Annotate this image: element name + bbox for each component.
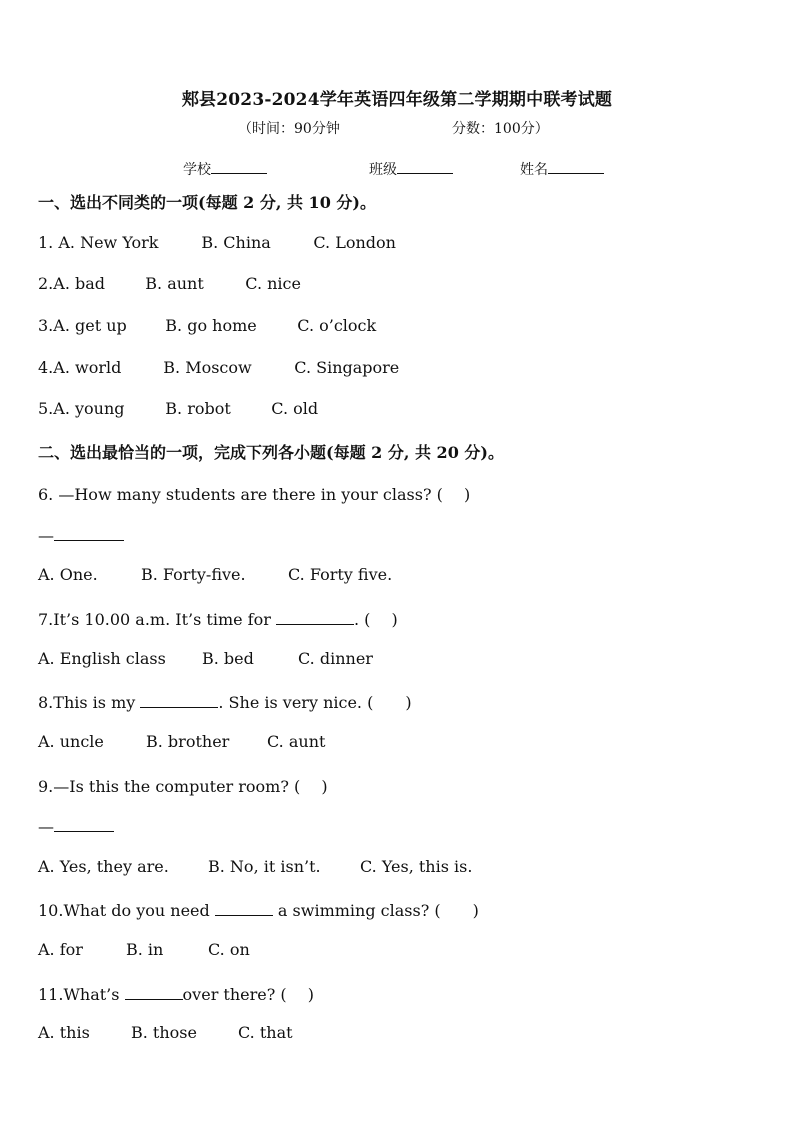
question-9-answer <box>38 815 114 836</box>
option-c: C. that <box>238 1023 293 1042</box>
question-10-options <box>38 940 250 959</box>
question-number: 3. <box>38 316 54 335</box>
option-c: C. old <box>271 399 319 418</box>
option-c: C. aunt <box>267 732 326 751</box>
option-a: A. this <box>38 1023 90 1042</box>
option-b: B. those <box>131 1023 197 1042</box>
option-b: B. go home <box>165 316 257 335</box>
question-number: 4. <box>38 358 54 377</box>
option-a: A. One. <box>38 565 98 584</box>
option-c: C. dinner <box>298 649 373 668</box>
answer-blank[interactable] <box>125 983 183 1000</box>
answer-dash: — <box>38 817 54 836</box>
class-label: 班级 <box>369 162 397 178</box>
stem-text: . She is very nice. ( ) <box>218 693 412 712</box>
question-8-stem <box>38 690 412 713</box>
question-7-options <box>38 649 373 668</box>
option-b: B. Moscow <box>163 358 252 377</box>
question-6-answer <box>38 524 124 545</box>
option-c: C. o’clock <box>297 316 377 335</box>
option-a: A. English class <box>38 649 166 668</box>
option-b: B. Forty-five. <box>141 565 246 584</box>
question-2 <box>38 274 301 293</box>
option-a: A. get up <box>53 316 127 335</box>
name-blank[interactable] <box>548 159 604 174</box>
section1-heading: 一、选出不同类的一项(每题 2 分, 共 10 分)。 <box>38 193 376 212</box>
question-1 <box>38 233 396 252</box>
question-8-options <box>38 732 325 751</box>
exam-time: （时间：90分钟 <box>238 121 340 137</box>
question-6-options <box>38 565 392 584</box>
question-number: 2. <box>38 274 54 293</box>
question-4 <box>38 358 399 377</box>
question-11-stem <box>38 982 314 1005</box>
question-7-stem <box>38 607 398 630</box>
option-a: A. young <box>53 399 125 418</box>
answer-dash: — <box>38 526 54 545</box>
option-c: C. London <box>313 233 396 252</box>
option-b: B. No, it isn’t. <box>208 857 321 876</box>
answer-blank[interactable] <box>140 691 218 708</box>
option-b: B. in <box>126 940 164 959</box>
school-blank[interactable] <box>211 159 267 174</box>
stem-text: over there? ( ) <box>182 985 314 1004</box>
class-field <box>369 159 453 179</box>
answer-blank[interactable] <box>215 899 273 916</box>
name-field <box>520 159 604 179</box>
stem-text: 7.It’s 10.00 a.m. It’s time for <box>38 610 276 629</box>
stem-text: 11.What’s <box>38 985 125 1004</box>
option-c: C. nice <box>245 274 301 293</box>
question-10-stem <box>38 898 479 921</box>
answer-blank[interactable] <box>54 815 114 832</box>
question-6-stem: 6. —How many students are there in your class? ( ) <box>38 485 471 504</box>
section2-heading: 二、选出最恰当的一项，完成下列各小题(每题 2 分, 共 20 分)。 <box>38 443 504 462</box>
option-b: B. bed <box>202 649 254 668</box>
option-c: C. Singapore <box>294 358 400 377</box>
question-5 <box>38 399 318 418</box>
option-b: B. China <box>201 233 271 252</box>
school-field <box>183 159 267 179</box>
answer-blank[interactable] <box>54 524 124 541</box>
option-b: B. brother <box>146 732 230 751</box>
option-c: C. Yes, this is. <box>360 857 473 876</box>
option-a: A. Yes, they are. <box>38 857 169 876</box>
exam-score: 分数：100分） <box>452 121 549 137</box>
question-11-options <box>38 1023 293 1042</box>
question-9-stem: 9.—Is this the computer room? ( ) <box>38 777 328 796</box>
question-9-options <box>38 857 472 876</box>
option-a: A. for <box>38 940 83 959</box>
class-blank[interactable] <box>397 159 453 174</box>
name-label: 姓名 <box>520 162 548 178</box>
question-number: 5. <box>38 399 54 418</box>
stem-text: 10.What do you need <box>38 901 215 920</box>
option-a: A. uncle <box>38 732 104 751</box>
option-b: B. aunt <box>145 274 204 293</box>
option-c: C. on <box>208 940 250 959</box>
option-c: C. Forty five. <box>288 565 393 584</box>
option-b: B. robot <box>165 399 231 418</box>
exam-meta <box>238 118 549 138</box>
stem-text: a swimming class? ( ) <box>272 901 479 920</box>
school-label: 学校 <box>183 162 211 178</box>
answer-blank[interactable] <box>276 608 354 625</box>
stem-text: 8.This is my <box>38 693 141 712</box>
option-a: A. world <box>53 358 122 377</box>
option-a: A. New York <box>58 233 159 252</box>
option-a: A. bad <box>53 274 106 293</box>
question-3 <box>38 316 376 335</box>
stem-text: . ( ) <box>353 610 398 629</box>
exam-title: 郏县2023-2024学年英语四年级第二学期期中联考试题 <box>181 90 613 110</box>
question-number: 1. <box>38 233 59 252</box>
